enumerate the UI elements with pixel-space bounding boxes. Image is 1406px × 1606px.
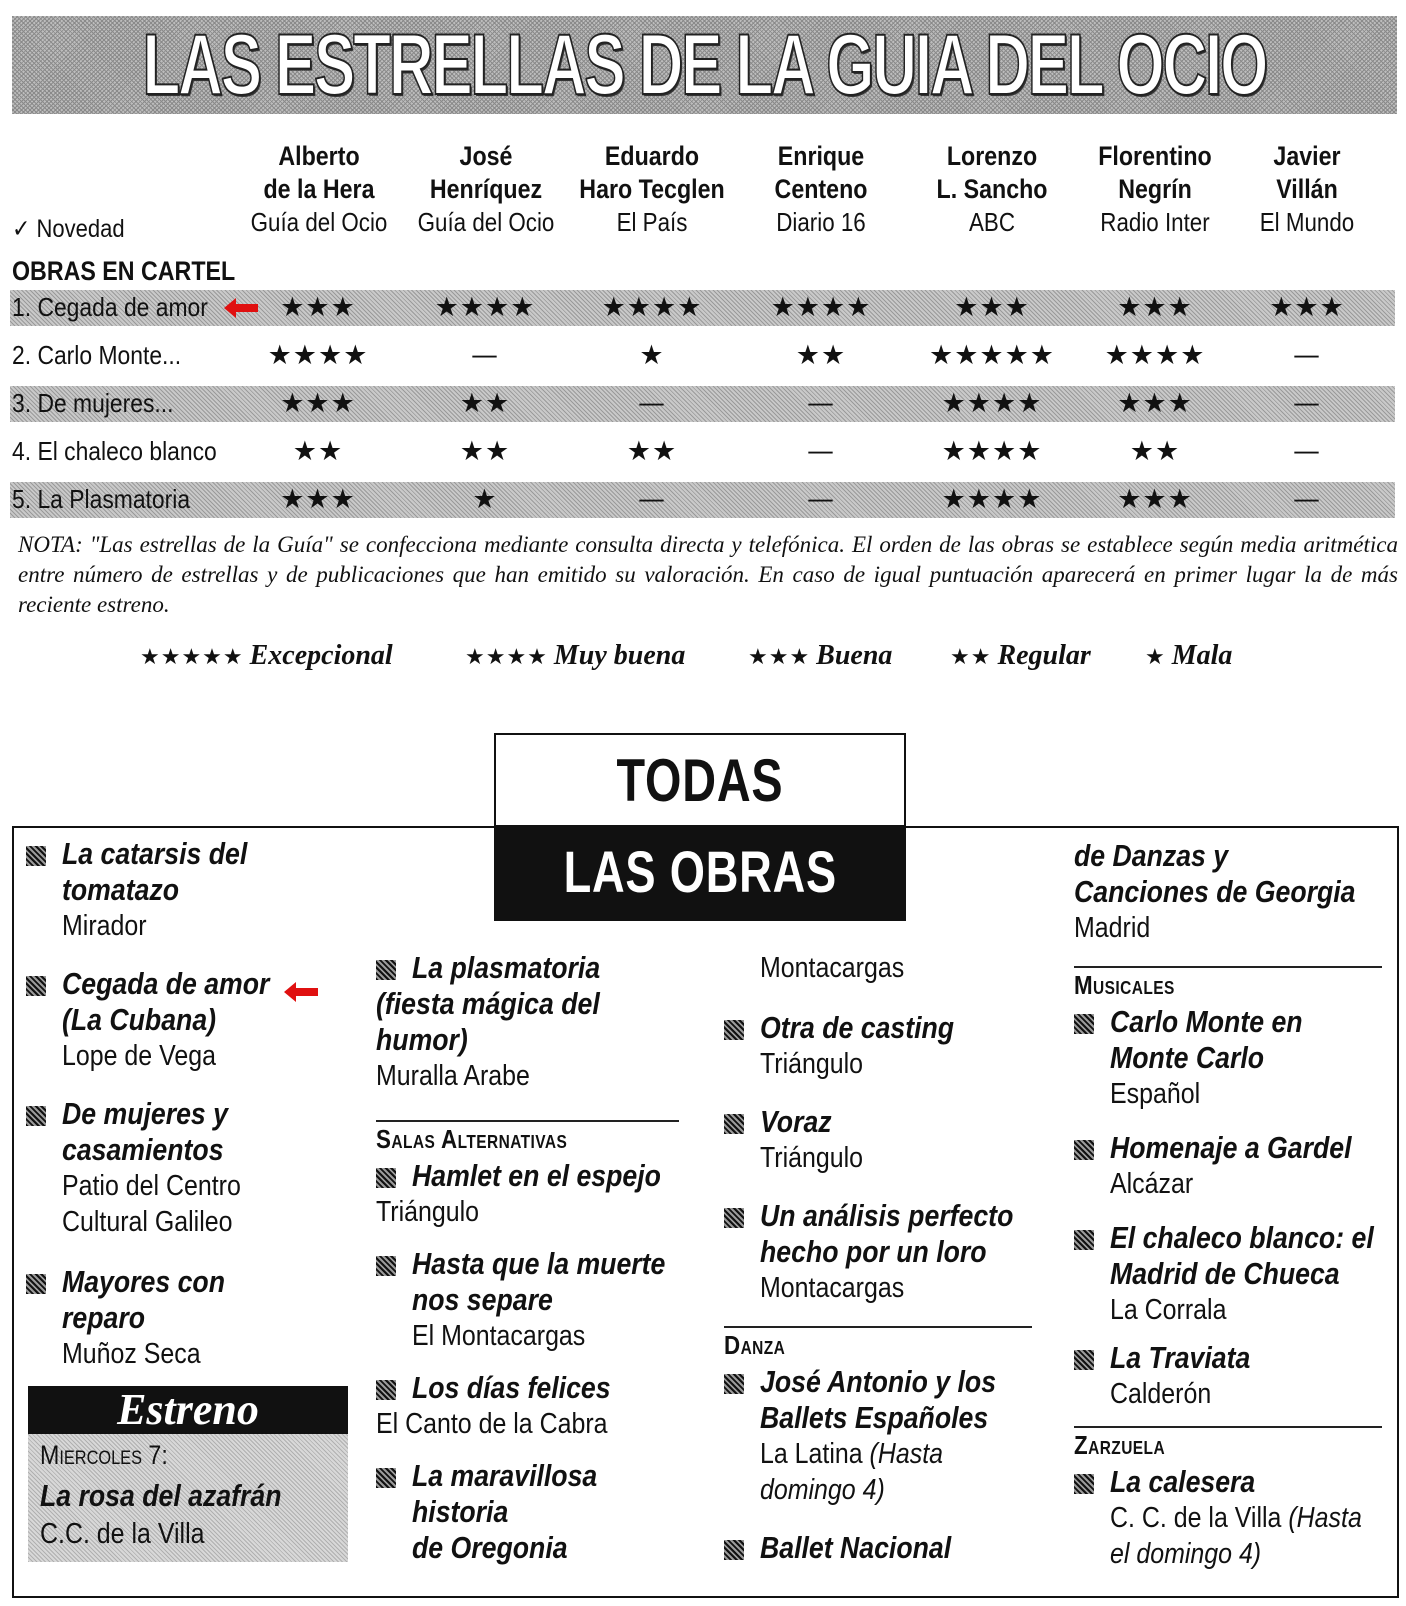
rating-cell: ★★★ — [1117, 292, 1193, 323]
legend-stars: ★★★ — [748, 645, 811, 670]
listing-entry — [724, 1198, 1055, 1306]
listing-venue: Muñoz Seca — [62, 1338, 201, 1370]
bullet-icon — [376, 1468, 396, 1488]
critic-header — [234, 140, 404, 239]
play-title: 2. Carlo Monte... — [12, 340, 182, 370]
listing-title: (La Cubana) — [62, 1002, 217, 1037]
critic-header — [567, 140, 737, 239]
critic-name: Javier — [1273, 141, 1341, 171]
section-heading: Zarzuela — [1074, 1430, 1166, 1460]
play-title: 1. Cegada de amor — [12, 292, 208, 322]
critic-header — [401, 140, 571, 239]
critic-publication: Guía del Ocio — [417, 207, 555, 237]
listing-entry — [1074, 1004, 1334, 1112]
listing-entry — [724, 1364, 1034, 1508]
rating-cell: ★★★ — [1117, 484, 1193, 515]
listing-title: La maravillosa — [412, 1458, 598, 1493]
legend-item — [748, 640, 892, 672]
critic-name: Alberto — [278, 141, 360, 171]
bullet-icon — [1074, 1350, 1094, 1370]
listing-venue — [1110, 1500, 1362, 1536]
critic-publication: ABC — [969, 207, 1015, 237]
rating-cell: ★★★ — [280, 292, 356, 323]
rating-row — [10, 482, 1395, 518]
critic-name: Enrique — [777, 141, 865, 171]
bullet-icon — [26, 846, 46, 866]
listing-title: Monte Carlo — [1110, 1040, 1265, 1075]
bullet-icon — [724, 1374, 744, 1394]
critic-name: Negrín — [1118, 174, 1192, 204]
critic-publication: El País — [616, 207, 688, 237]
listing-venue: Calderón — [1110, 1378, 1212, 1410]
listing-entry — [376, 1458, 627, 1566]
play-title: 3. De mujeres... — [12, 388, 174, 418]
bullet-icon — [26, 976, 46, 996]
listing-title: La plasmatoria — [412, 950, 601, 985]
rating-row — [10, 386, 1395, 422]
estreno-title: La rosa del azafrán — [40, 1478, 282, 1513]
rating-cell: — — [807, 484, 835, 515]
las-obras-heading-box — [494, 825, 906, 921]
estreno-banner — [28, 1386, 348, 1434]
critic-name: José — [459, 141, 513, 171]
bullet-icon — [376, 960, 396, 980]
critic-publication: Guía del Ocio — [250, 207, 388, 237]
critic-name: Henríquez — [429, 174, 543, 204]
rating-cell: ★★★★ — [267, 340, 369, 371]
section-divider — [724, 1326, 1032, 1328]
rating-row — [10, 290, 1395, 326]
listing-entry — [1074, 1464, 1403, 1572]
listing-title: Otra de casting — [760, 1010, 955, 1045]
listing-entry — [724, 1530, 982, 1566]
listing-title: Hamlet en el espejo — [412, 1158, 661, 1193]
red-arrow-icon — [284, 982, 318, 1002]
listing-entry — [26, 966, 303, 1074]
listing-title: Mayores con — [62, 1264, 225, 1299]
listing-title: de Danzas y — [1074, 838, 1229, 873]
estreno-venue: C.C. de la Villa — [40, 1518, 205, 1550]
critic-name: Eduardo — [604, 141, 700, 171]
novedad-legend: ✓ Novedad — [12, 215, 125, 243]
legend-stars: ★★★★ — [465, 645, 548, 670]
rating-cell: ★★ — [626, 436, 678, 467]
critic-name: Haro Tecglen — [579, 174, 725, 204]
legend-stars: ★ — [1145, 645, 1166, 670]
listing-entry — [724, 1104, 880, 1176]
bullet-icon — [724, 1020, 744, 1040]
play-title: 5. La Plasmatoria — [12, 484, 191, 514]
listing-title: La calesera — [1110, 1464, 1256, 1499]
bullet-icon — [724, 1114, 744, 1134]
listing-entry — [26, 1096, 270, 1240]
listing-entry — [26, 1264, 252, 1372]
legend-label: Excepcional — [249, 640, 393, 671]
rating-cell: — — [807, 388, 835, 419]
listing-venue: Mirador — [62, 910, 147, 942]
rating-row — [10, 434, 1395, 470]
rating-cell: — — [1293, 388, 1321, 419]
rating-cell: — — [1293, 436, 1321, 467]
critic-name: Florentino — [1098, 141, 1212, 171]
rating-cell: ★★★★ — [1104, 340, 1206, 371]
bullet-icon — [724, 1540, 744, 1560]
rating-cell: — — [638, 388, 666, 419]
las-obras-heading: LAS OBRAS — [563, 840, 837, 905]
rating-cell: ★★★★ — [941, 484, 1043, 515]
listing-title: de Oregonia — [412, 1530, 568, 1565]
listing-entry — [1074, 838, 1401, 946]
listing-title: casamientos — [62, 1132, 224, 1167]
listing-venue: Español — [1110, 1078, 1201, 1110]
listing-venue: Lope de Vega — [62, 1040, 216, 1072]
listing-venue: El Canto de la Cabra — [376, 1408, 608, 1440]
listing-title: historia — [412, 1494, 509, 1529]
legend-stars: ★★★★★ — [140, 645, 244, 670]
rating-cell: ★★ — [795, 340, 847, 371]
rating-row — [10, 338, 1395, 374]
legend-item — [950, 640, 1091, 672]
listing-venue-note: el domingo 4) — [1110, 1538, 1262, 1570]
bullet-icon — [1074, 1140, 1094, 1160]
listing-title: Carlo Monte en — [1110, 1004, 1303, 1039]
bullet-icon — [26, 1106, 46, 1126]
section-heading: Salas Alternativas — [376, 1124, 568, 1154]
critic-publication: Radio Inter — [1100, 207, 1210, 237]
play-title: 4. El chaleco blanco — [12, 436, 217, 466]
rating-cell: ★★★ — [954, 292, 1030, 323]
rating-cell: ★ — [639, 340, 665, 371]
rating-cell: ★★★ — [1117, 388, 1193, 419]
listing-entry — [376, 1370, 645, 1442]
listing-venue: Triángulo — [760, 1048, 864, 1080]
rating-cell: — — [1293, 340, 1321, 371]
rating-cell: ★★ — [292, 436, 344, 467]
estreno-date: Miercoles 7: — [40, 1440, 168, 1470]
rating-cell: — — [1293, 484, 1321, 515]
legend-label: Mala — [1171, 640, 1233, 671]
listing-venue-note: (Hasta — [869, 1438, 944, 1470]
bullet-icon — [1074, 1230, 1094, 1250]
listing-title: Voraz — [760, 1104, 832, 1139]
listing-title: De mujeres y — [62, 1096, 228, 1131]
listing-title: nos separe — [412, 1282, 553, 1317]
listing-venue-note: (Hasta — [1288, 1502, 1362, 1534]
listing-venue: Triángulo — [760, 1142, 864, 1174]
critic-header — [736, 140, 906, 239]
rating-cell: ★★★★ — [941, 388, 1043, 419]
bullet-icon — [376, 1380, 396, 1400]
section-heading: OBRAS EN CARTEL — [12, 256, 236, 286]
critic-publication: El Mundo — [1259, 207, 1355, 237]
listing-title: Hasta que la muerte — [412, 1246, 666, 1281]
rating-cell: ★★ — [1129, 436, 1181, 467]
legend-item — [1145, 640, 1232, 672]
listing-title: humor) — [376, 1022, 468, 1057]
banner-title: LAS ESTRELLAS DE LA GUIA DEL OCIO — [142, 16, 1267, 113]
section-divider — [1074, 1426, 1382, 1428]
legend-label: Muy buena — [553, 640, 686, 671]
critic-name: Lorenzo — [946, 141, 1038, 171]
bullet-icon — [1074, 1014, 1094, 1034]
listing-venue: La Corrala — [1110, 1294, 1227, 1326]
rating-cell: ★★★★ — [601, 292, 703, 323]
legend-stars: ★★ — [950, 645, 992, 670]
listing-entry — [760, 950, 928, 986]
rating-cell: ★★★★ — [941, 436, 1043, 467]
critic-header — [1222, 140, 1392, 239]
listing-venue-name: C. C. de la Villa — [1110, 1502, 1282, 1534]
section-divider — [1074, 966, 1382, 968]
listing-venue — [1110, 1536, 1362, 1572]
listing-title: Canciones de Georgia — [1074, 874, 1356, 909]
listing-entry — [1074, 1220, 1406, 1328]
legend-label: Regular — [997, 640, 1091, 671]
rating-cell: ★★★★ — [434, 292, 536, 323]
listing-title: (fiesta mágica del — [376, 986, 600, 1021]
legend-label: Buena — [816, 640, 893, 671]
listing-title: reparo — [62, 1300, 145, 1335]
bullet-icon — [1074, 1474, 1094, 1494]
listing-venue: Cultural Galileo — [62, 1206, 233, 1238]
listing-venue: Madrid — [1074, 912, 1151, 944]
listing-venue: El Montacargas — [412, 1320, 586, 1352]
listing-venue: Muralla Arabe — [376, 1060, 530, 1092]
listing-venue: Patio del Centro — [62, 1170, 241, 1202]
rating-cell: ★★ — [459, 388, 511, 419]
section-heading: Danza — [724, 1330, 786, 1360]
listing-title: hecho por un loro — [760, 1234, 987, 1269]
listing-venue: Triángulo — [376, 1196, 480, 1228]
banner — [12, 16, 1397, 114]
rating-cell: ★★ — [459, 436, 511, 467]
rating-cell: — — [471, 340, 499, 371]
note-text: NOTA: "Las estrellas de la Guía" se confecciona mediante consulta directa y telefónica. El orden de las obras se establece según media aritmética entre número de estrellas y de publicaciones que han emitido su valoración. En caso de igual puntuación aparecerá en primer lugar la de más reciente estreno. — [18, 532, 1398, 617]
listing-title: Cegada de amor — [62, 966, 270, 1001]
listing-title: El chaleco blanco: el — [1110, 1220, 1374, 1255]
legend-item — [465, 640, 685, 672]
rating-cell: — — [807, 436, 835, 467]
bullet-icon — [376, 1256, 396, 1276]
listing-entry — [376, 950, 636, 1094]
listing-title: Ballets Españoles — [760, 1400, 989, 1435]
listing-entry — [376, 1158, 701, 1230]
todas-heading: TODAS — [616, 747, 784, 814]
listing-title: Un análisis perfecto — [760, 1198, 1014, 1233]
critic-publication: Diario 16 — [776, 207, 866, 237]
rating-cell: ★★★ — [280, 484, 356, 515]
critic-name: Villán — [1276, 174, 1338, 204]
listing-entry — [724, 1010, 986, 1082]
listing-title: Madrid de Chueca — [1110, 1256, 1340, 1291]
critic-header — [1070, 140, 1240, 239]
listing-title: La catarsis del — [62, 836, 248, 871]
listing-title: La Traviata — [1110, 1340, 1251, 1375]
rating-cell: ★★★ — [280, 388, 356, 419]
rating-cell: ★★★★ — [770, 292, 872, 323]
critic-name: Centeno — [774, 174, 868, 204]
listing-entry — [1074, 1130, 1391, 1202]
listing-venue: Montacargas — [760, 1272, 905, 1304]
rating-cell: ★ — [472, 484, 498, 515]
section-heading: Musicales — [1074, 970, 1175, 1000]
critic-name: L. Sancho — [936, 174, 1048, 204]
listing-venue — [760, 1472, 996, 1508]
bullet-icon — [376, 1168, 396, 1188]
listing-entry — [26, 836, 277, 944]
listing-title: tomatazo — [62, 872, 180, 907]
listing-title: Los días felices — [412, 1370, 611, 1405]
bullet-icon — [26, 1274, 46, 1294]
listing-venue: Montacargas — [760, 952, 905, 984]
listing-venue: Alcázar — [1110, 1168, 1194, 1200]
listing-entry — [1074, 1340, 1273, 1412]
listing-entry — [376, 1246, 707, 1354]
estreno-box — [28, 1434, 348, 1562]
rating-cell: ★★★ — [1269, 292, 1345, 323]
rating-cell: — — [638, 484, 666, 515]
listing-title: Ballet Nacional — [760, 1530, 952, 1565]
critic-name: de la Hera — [263, 174, 375, 204]
estreno-label: Estreno — [117, 1385, 259, 1434]
listing-venue-name: La Latina — [760, 1438, 863, 1470]
todas-heading-box — [494, 733, 906, 829]
listing-venue-note: domingo 4) — [760, 1474, 885, 1506]
listing-venue — [760, 1436, 996, 1472]
rating-cell: ★★★★★ — [928, 340, 1056, 371]
section-divider — [376, 1120, 679, 1122]
legend-item — [140, 640, 393, 672]
critic-header — [907, 140, 1077, 239]
star-legend — [140, 640, 1380, 680]
listing-title: Homenaje a Gardel — [1110, 1130, 1352, 1165]
listing-title: José Antonio y los — [760, 1364, 997, 1399]
bullet-icon — [724, 1208, 744, 1228]
